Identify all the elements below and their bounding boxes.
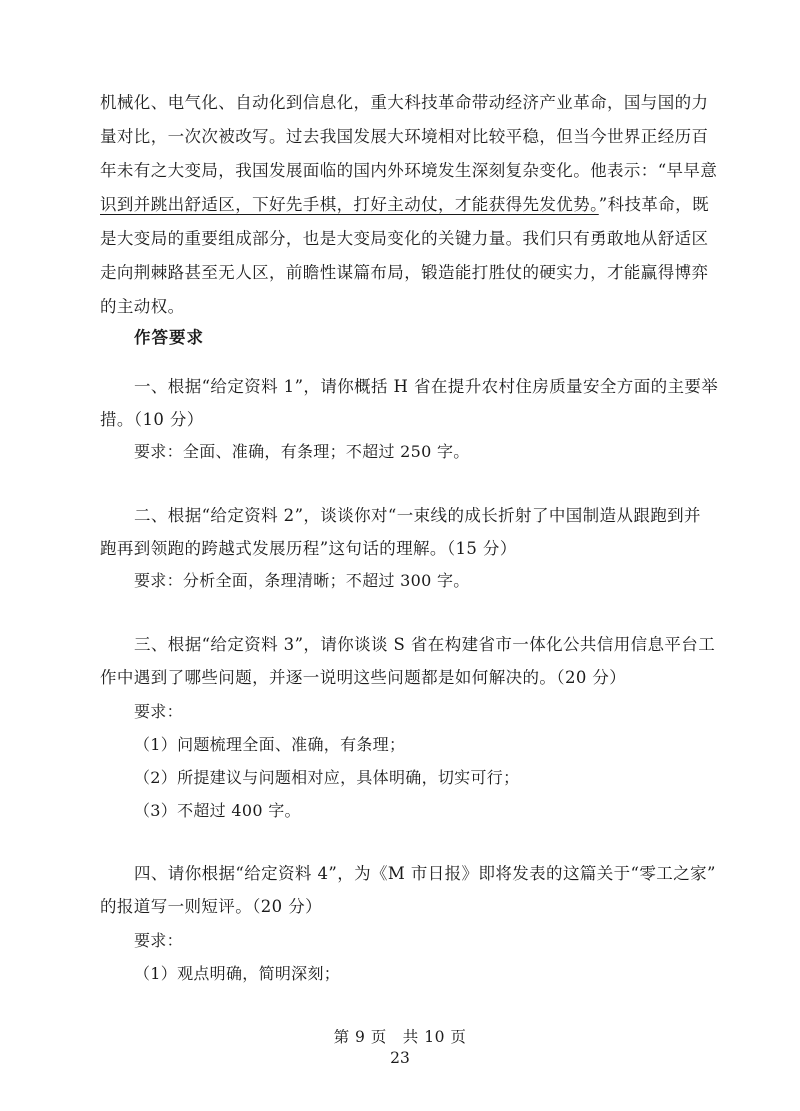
passage-line: 年未有之大变局，我国发展面临的国内外环境发生深刻复杂变化。他表示：“早早意 [100,161,718,180]
question-line: 跑再到领跑的跨越式发展历程”这句话的理解。（15 分） [100,539,517,558]
passage-line-rest: ”科技革命，既 [598,195,709,214]
section-title: 作答要求 [134,328,204,347]
passage-line: 是大变局的重要组成部分，也是大变局变化的关键力量。我们只有勇敢地从舒适区 [100,229,709,248]
question-line: 二、根据“给定资料 2”，谈谈你对“一束线的成长折射了中国制造从跟跑到并 [134,506,701,525]
question-line: 作中遇到了哪些问题，并逐一说明这些问题都是如何解决的。（20 分） [100,668,627,687]
question-line: 一、根据“给定资料 1”，请你概括 H 省在提升农村住房质量安全方面的主要举 [134,377,719,396]
question-3-requirement-item: （1）问题梳理全面、准确，有条理； [134,735,406,754]
question-line: 三、根据“给定资料 3”，请你谈谈 S 省在构建省市一体化公共信用信息平台工 [134,635,716,654]
question-2-requirement: 要求：分析全面，条理清晰；不超过 300 字。 [134,571,470,590]
question-4-requirement-item: （1）观点明确，简明深刻； [134,964,341,983]
question-4 [100,857,716,923]
question-line: 措。（10 分） [100,410,204,429]
question-1-requirement: 要求：全面、准确，有条理；不超过 250 字。 [134,442,470,461]
question-line: 的报道写一则短评。（20 分） [100,897,322,916]
passage-line [100,188,710,222]
question-3 [100,628,716,694]
question-3-requirement-item: （3）不超过 400 字。 [134,801,301,820]
passage-line: 量对比，一次次被改写。过去我国发展大环境相对比较平稳，但当今世界正经历百 [100,127,709,146]
page-number: 23 [390,1049,410,1067]
page-indicator: 第 9 页 共 10 页 [333,1028,467,1046]
question-3-requirement-title: 要求： [134,702,183,721]
question-3-requirement-item: （2）所提建议与问题相对应，具体明确，切实可行； [134,768,520,787]
question-line: 四、请你根据“给定资料 4”，为《M 市日报》即将发表的这篇关于“零工之家” [134,864,716,883]
question-2 [100,499,710,565]
passage-line: 的主动权。 [100,297,185,316]
question-4-requirement-title: 要求： [134,931,183,950]
question-1 [100,370,719,436]
passage-line: 机械化、电气化、自动化到信息化，重大科技革命带动经济产业革命，国与国的力 [100,93,709,112]
passage-text [100,86,718,324]
passage-line: 走向荆棘路甚至无人区，前瞻性谋篇布局，锻造能打胜仗的硬实力，才能赢得博弈 [100,263,709,282]
underlined-quote: 识到并跳出舒适区，下好先手棋，打好主动仗，才能获得先发优势。 [100,195,599,214]
